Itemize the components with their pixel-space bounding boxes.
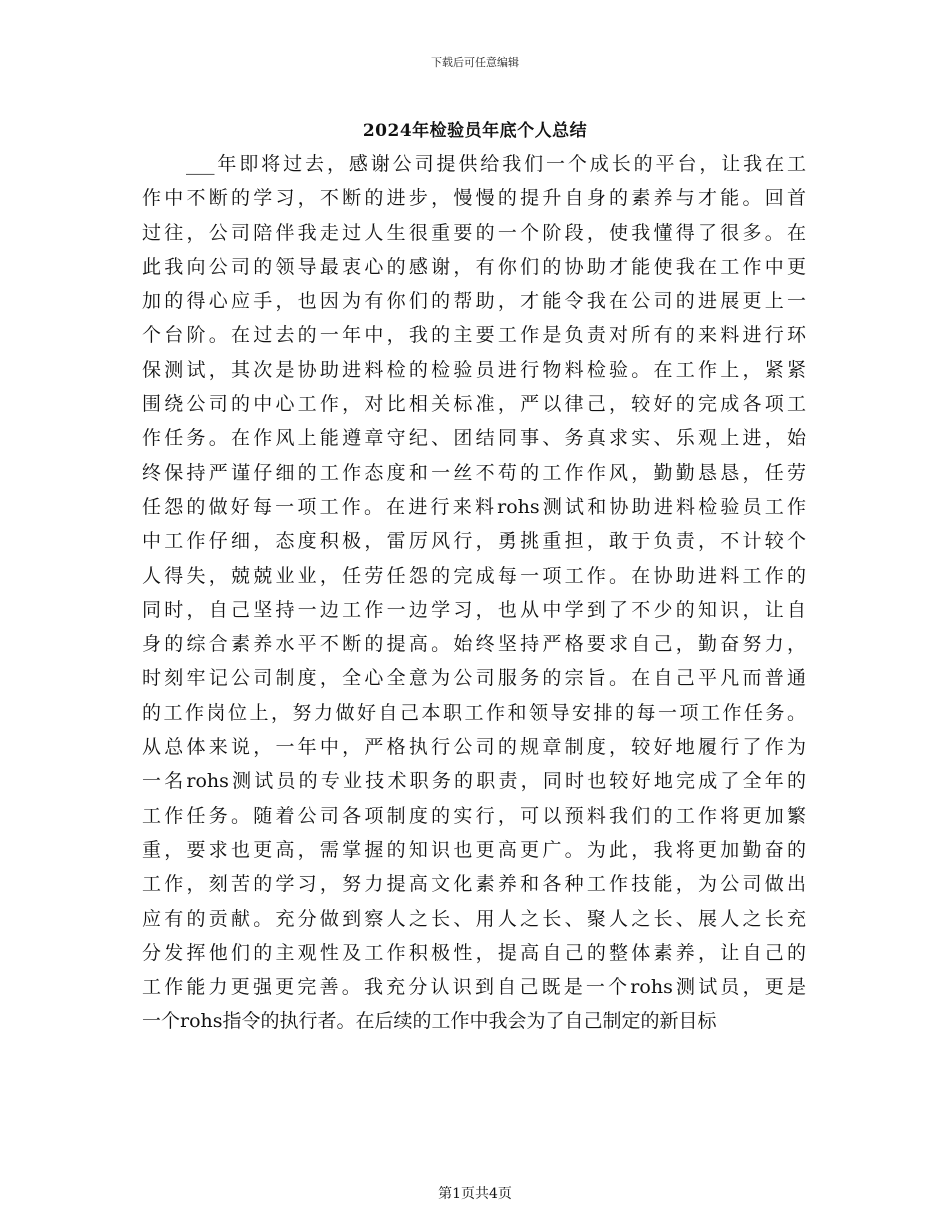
paragraph-line: 一个rohs指令的执行者。在后续的工作中我会为了自己制定的新目标 xyxy=(142,1010,717,1033)
paragraph-line: 时刻牢记公司制度，全心全意为公司服务的宗旨。在自己平凡而普通 xyxy=(142,667,806,690)
paragraph-line: 从总体来说，一年中，严格执行公司的规章制度，较好地履行了作为 xyxy=(142,736,806,759)
paragraph-line: 围绕公司的中心工作，对比相关标准，严以律己，较好的完成各项工 xyxy=(142,393,806,416)
paragraph-line: ___年即将过去，感谢公司提供给我们一个成长的平台，让我在工 xyxy=(186,153,806,175)
paragraph-line: 作任务。在作风上能遵章守纪、团结同事、务真求实、乐观上进，始 xyxy=(142,427,806,450)
paragraph-line: 应有的贡献。充分做到察人之长、用人之长、聚人之长、展人之长充 xyxy=(142,907,806,930)
paragraph-line: 人得失，兢兢业业，任劳任怨的完成每一项工作。在协助进料工作的 xyxy=(142,564,806,587)
paragraph-line: 作中不断的学习，不断的进步，慢慢的提升自身的素养与才能。回首 xyxy=(142,187,806,210)
paragraph-line: 同时，自己坚持一边工作一边学习，也从中学到了不少的知识，让自 xyxy=(142,598,806,621)
page-header-note: 下载后可任意编辑 xyxy=(431,56,519,69)
paragraph-line: 工作，刻苦的学习，努力提高文化素养和各种工作技能，为公司做出 xyxy=(142,873,806,896)
document-title: 2024年检验员年底个人总结 xyxy=(362,121,588,141)
document-body xyxy=(142,147,806,1039)
paragraph-line: 个台阶。在过去的一年中，我的主要工作是负责对所有的来料进行环 xyxy=(142,324,806,347)
paragraph-line: 中工作仔细，态度积极，雷厉风行，勇挑重担，敢于负责，不计较个 xyxy=(142,530,806,553)
paragraph-line: 工作能力更强更完善。我充分认识到自己既是一个rohs测试员，更是 xyxy=(142,976,806,999)
paragraph-line: 分发挥他们的主观性及工作积极性，提高自己的整体素养，让自己的 xyxy=(142,941,806,964)
paragraph-line: 加的得心应手，也因为有你们的帮助，才能令我在公司的进展更上一 xyxy=(142,290,806,313)
paragraph-line: 工作任务。随着公司各项制度的实行，可以预料我们的工作将更加繁 xyxy=(142,804,806,827)
paragraph-line: 的工作岗位上，努力做好自己本职工作和领导安排的每一项工作任务。 xyxy=(142,701,806,724)
page-number: 第1页共4页 xyxy=(438,1186,512,1202)
paragraph-line: 身的综合素养水平不断的提高。始终坚持严格要求自己，勤奋努力， xyxy=(142,633,806,656)
paragraph-line: 任怨的做好每一项工作。在进行来料rohs测试和协助进料检验员工作 xyxy=(142,495,806,518)
paragraph-line: 保测试，其次是协助进料检的检验员进行物料检验。在工作上，紧紧 xyxy=(142,358,806,381)
paragraph-line: 重，要求也更高，需掌握的知识也更高更广。为此，我将更加勤奋的 xyxy=(142,838,806,861)
paragraph-line: 此我向公司的领导最衷心的感谢，有你们的协助才能使我在工作中更 xyxy=(142,255,806,278)
paragraph-line: 终保持严谨仔细的工作态度和一丝不苟的工作作风，勤勤恳恳，任劳 xyxy=(142,461,806,484)
paragraph-line: 过往，公司陪伴我走过人生很重要的一个阶段，使我懂得了很多。在 xyxy=(142,221,806,244)
paragraph-line: 一名rohs测试员的专业技术职务的职责，同时也较好地完成了全年的 xyxy=(142,770,806,793)
